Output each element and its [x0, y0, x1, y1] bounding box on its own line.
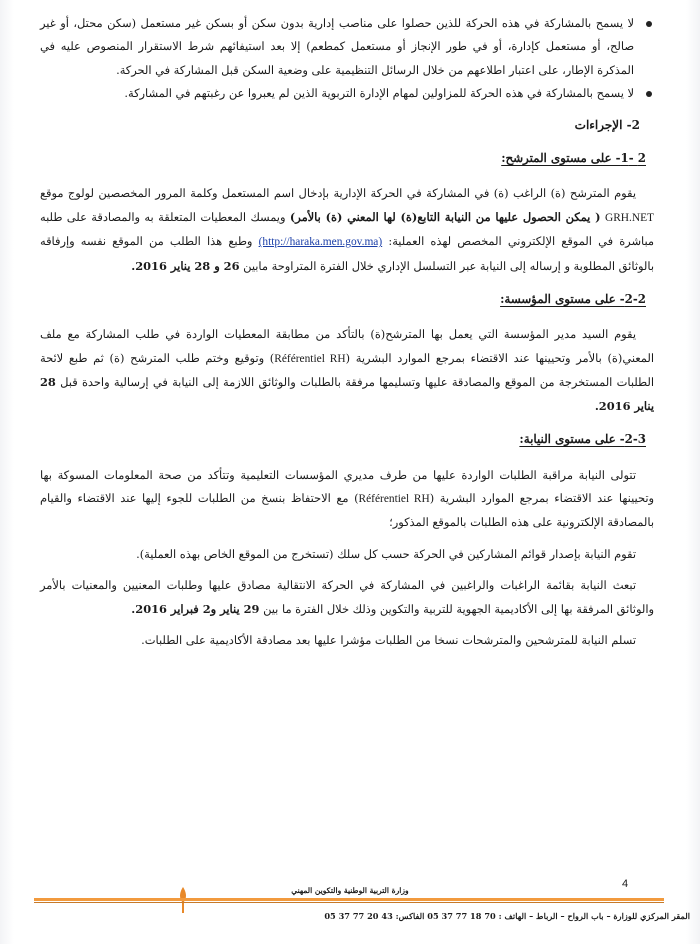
text-run: ) مع الاحتفاظ بنسخ من الطلبات للجوء إليها عند الاقتضاء والقيام بالمصادقة الإلكترونية على هذه الطلبات بالموقع المذكور؛ — [40, 490, 654, 530]
site-name: GRH.NET — [604, 211, 655, 224]
delegation-paragraph-2: تقوم النيابة بإصدار قوائم المشاركين في الحركة حسب كل سلك (تستخرج من الموقع الخاص بهذه العملية). — [136, 546, 636, 561]
text-run: ) وتوقيع وختم طلب المترشح (ة) ثم طبع لائحة الطلبات المستخرجة من الموقع والمصادقة عليها وتسليمها مرفقة بالطلبات والوثائق اللازمة إلى النيابة في إرسالية واحدة قبل — [40, 350, 655, 390]
bullet-icon — [646, 21, 652, 27]
page-number: 4 — [622, 878, 629, 890]
school-paragraph — [40, 323, 654, 418]
subsection-title-school: 2-2- على مستوى المؤسسة: — [500, 292, 646, 307]
deadline-dates: 29 يناير و2 فبراير 2016. — [131, 601, 260, 616]
text-run: وطبع هذا الطلب من الموقع نفسه وإرفاقه بالوثائق المطلوبة و إرساله إلى النيابة عبر التسلسل الإداري خلال الفترة المتراوحة مابين — [40, 234, 654, 273]
delegation-paragraph-3 — [40, 574, 654, 621]
bold-note: ( يمكن الحصول عليها من النيابة التابع(ة) لها المعني (ة) بالأمر) — [289, 209, 601, 224]
page-footer — [0, 872, 700, 944]
deadline-date: 28 يناير 2016. — [40, 375, 654, 413]
footer-divider — [34, 898, 664, 901]
deadline-dates: 26 و 28 يناير 2016. — [131, 258, 240, 273]
delegation-paragraph-4: تسلم النيابة للمترشحين والمترشحات نسخا من الطلبات مؤشرا عليها بعد مصادقة الأكاديمية على الطلبات. — [141, 632, 636, 647]
ministry-name: وزارة التربية الوطنية والتكوين المهني — [291, 886, 409, 895]
reference-term: Référentiel RH — [358, 492, 430, 505]
section-title: 2- الإجراءات — [574, 117, 640, 132]
footer-divider-shadow — [34, 902, 664, 903]
website-link[interactable]: (http://haraka.men.gov.ma) — [258, 236, 383, 249]
text-run: تتولى النيابة مراقبة الطلبات الواردة عليها من طرف مديري المؤسسات التعليمية وتتأكد من صحة المعلومات المسوكة بها وتحيينها عند الاقتضاء بمرجع الموارد البشرية ( — [40, 467, 654, 505]
bullet-text: لا يسمح بالمشاركة في هذه الحركة للمزاولين لمهام الإدارة التربوية الذين لم يعبروا عن رغبتهم في المشاركة. — [124, 86, 634, 101]
list-item — [40, 82, 654, 105]
ministry-address: المقر المركزي للوزارة – باب الرواح – الرباط – الهاتف : 70 18 77 37 05 الفاكس: 43 20 77 37 05 — [324, 911, 690, 921]
subsection-title-delegation: 2-3- على مستوى النيابة: — [519, 432, 646, 447]
candidate-paragraph — [40, 182, 654, 278]
delegation-paragraph-1 — [40, 464, 654, 535]
reference-term: Référentiel RH — [274, 352, 346, 365]
bullet-text: لا يسمح بالمشاركة في هذه الحركة للذين حصلوا على مناصب إدارية بدون سكن أو بسكن غير مستعمل (سكن محتل، أو غير صالح، أو مستعمل كإدارة، أو في طور الإنجاز أو مستعمل كمطعم) إلا بعد استيفائهم شرط الاستقرار المنصوص عليه في المذكرة الإطار، على اعتبار اطلاعهم من خلال الرسائل التنظيمية على وضعية السكن قبل المشاركة في الحركة. — [40, 16, 634, 77]
text-run: ويمسك المعطيات المتعلقة به والمصادقة على طلبه مباشرة في الموقع الإلكتروني المخصص لهذه العملية: — [40, 209, 654, 249]
document-body — [40, 12, 654, 652]
text-run: تبعث النيابة بقائمة الراغبات والراغبين في المشاركة في الحركة الانتقالية مصادق عليها وطلبات المعنيين والمعنيات بالأمر والوثائق المرفقة بها إلى الأكاديمية الجهوية للتربية والتكوين وذلك خلال الفترة ما بين — [40, 578, 654, 616]
list-item — [40, 12, 654, 82]
text-run: يقوم المترشح (ة) الراغب (ة) في المشاركة في الحركة الإدارية بإدخال اسم المستعمل وكلمة المرور المخصصين لولوج موقع — [40, 186, 636, 201]
conditions-list — [40, 12, 654, 106]
text-run: يقوم السيد مدير المؤسسة التي يعمل بها المترشح(ة) بالتأكد من مطابقة المعطيات الواردة في طلب المشاركة مع ملف المعني(ة) بالأمر وتحيينها عند الاقتضاء بمرجع الموارد البشرية ( — [40, 327, 654, 365]
subsection-title-candidate: 2 -1- على مستوى المترشح: — [501, 151, 646, 166]
bullet-icon — [646, 91, 652, 97]
